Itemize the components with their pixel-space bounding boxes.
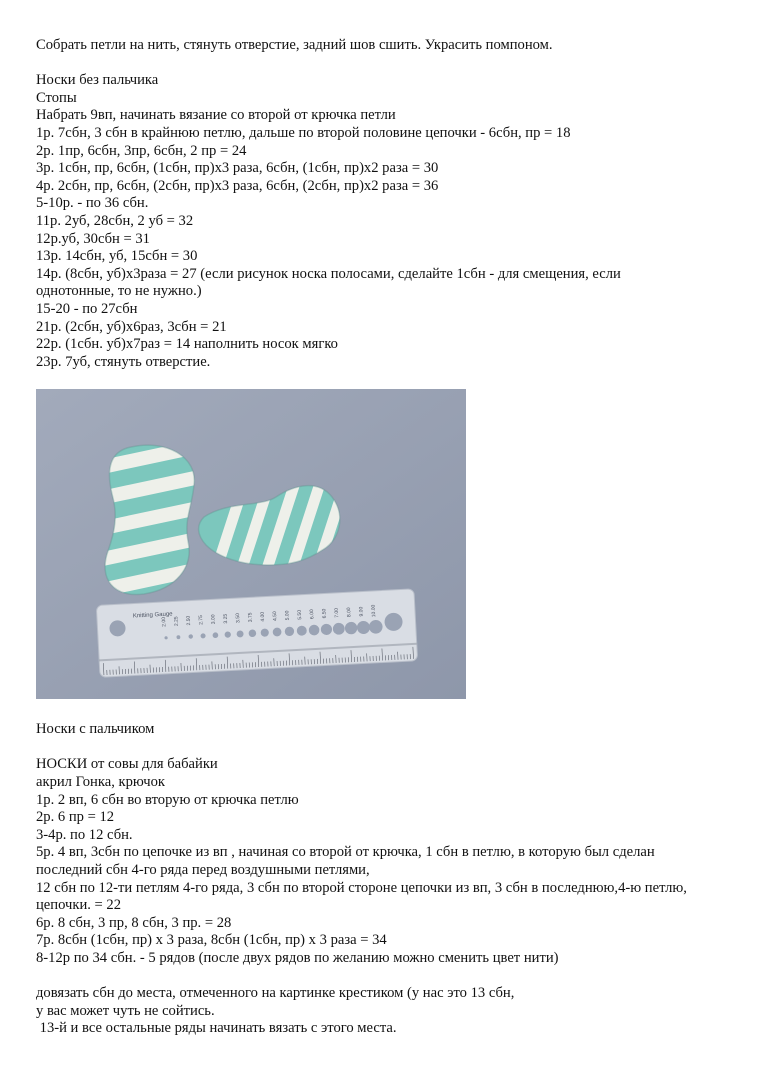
instruction-line: 1р. 2 вп, 6 сбн во вторую от крючка петлю	[36, 791, 299, 808]
instruction-line: 22р. (1сбн. уб)х7раз = 14 наполнить носок мягко	[36, 336, 338, 353]
gauge-size-label: 3.00	[210, 614, 217, 625]
instruction-line: однотонные, то не нужно.)	[36, 283, 202, 300]
intro-paragraph: Собрать петли на нить, стянуть отверстие, задний шов сшить. Украсить помпоном.	[36, 37, 553, 53]
instruction-line: 15-20 - по 27сбн	[36, 300, 138, 317]
photo-illustration	[36, 389, 466, 699]
gauge-brand-label: Knitting Gauge	[132, 611, 173, 620]
instruction-line: 4р. 2сбн, пр, 6сбн, (2сбн, пр)х3 раза, 6сбн, (2сбн, пр)х2 раза = 36	[36, 177, 439, 194]
materials-line: акрил Гонка, крючок	[36, 774, 165, 791]
gauge-size-label: 3.25	[222, 613, 230, 624]
instruction-line: последний сбн 4-го ряда перед воздушными петлями,	[36, 862, 370, 879]
instruction-line: цепочки. = 22	[36, 897, 122, 914]
instruction-line: 11р. 2уб, 28сбн, 2 уб = 32	[36, 212, 194, 229]
gauge-size-label: 4.00	[259, 611, 267, 623]
instruction-line: 2р. 1пр, 6сбн, 3пр, 6сбн, 2 пр = 24	[36, 142, 247, 159]
closing-line: довязать сбн до места, отмеченного на картинке крестиком (у нас это 13 сбн,	[36, 985, 515, 1002]
instruction-line: 12р.уб, 30сбн = 31	[36, 230, 150, 247]
pattern-heading: НОСКИ от совы для бабайки	[36, 756, 218, 773]
gauge-size-label: 8.00	[346, 607, 353, 618]
instruction-line: 12 сбн по 12-ти петлям 4-го ряда, 3 сбн по второй стороне цепочки из вп, 3 сбн в последнюю,4-ю петлю,	[36, 879, 687, 896]
closing-line: 13-й и все остальные ряды начинать вязать с этого места.	[36, 1020, 397, 1037]
spacer	[36, 968, 736, 986]
instruction-line: 1р. 7сбн, 3 сбн в крайнюю петлю, дальше по второй половине цепочки - 6сбн, пр = 18	[36, 124, 571, 141]
instruction-line: 2р. 6 пр = 12	[36, 809, 115, 826]
instruction-line: 5-10р. - по 36 сбн.	[36, 195, 149, 212]
gauge-size-label: 5.00	[284, 610, 291, 621]
section-title: Носки с пальчиком	[36, 721, 155, 738]
gauge-size-label: 2.75	[197, 615, 205, 626]
gauge-size-label: 7.00	[333, 608, 341, 619]
section-title: Носки без пальчика	[36, 72, 159, 89]
instruction-line: 21р. (2сбн, уб)х6раз, 3сбн = 21	[36, 318, 227, 335]
instruction-line: 23р. 7уб, стянуть отверстие.	[36, 353, 211, 370]
gauge-size-label: 2.25	[173, 616, 180, 627]
instruction-line: 7р. 8сбн (1сбн, пр) х 3 раза, 8сбн (1сбн, пр) х 3 раза = 34	[36, 932, 387, 949]
instruction-line: 14р. (8сбн, уб)х3раза = 27 (если рисунок носка полосами, сделайте 1сбн - для смещения, если	[36, 265, 621, 282]
instruction-line: 3р. 1сбн, пр, 6сбн, (1сбн, пр)х3 раза, 6сбн, (1сбн, пр)х2 раза = 30	[36, 160, 439, 177]
instruction-line: 8-12р по 34 сбн. - 5 рядов (после двух рядов по желанию можно сменить цвет нити)	[36, 950, 559, 966]
gauge-size-label: 5.50	[296, 610, 304, 621]
gauge-size-label: 6.00	[309, 609, 316, 620]
instruction-line: Набрать 9вп, начинать вязание со второй от крючка петли	[36, 107, 396, 124]
spacer	[36, 55, 736, 73]
gauge-size-label: 6.50	[321, 608, 328, 619]
instruction-line: 6р. 8 сбн, 3 пр, 8 сбн, 3 пр. = 28	[36, 914, 232, 931]
gauge-size-label: 9.00	[358, 606, 365, 617]
crochet-socks-photo	[36, 389, 466, 699]
gauge-size-label: 3.75	[247, 612, 254, 623]
instruction-line: 3-4р. по 12 сбн.	[36, 826, 133, 843]
gauge-size-label: 3.50	[235, 613, 242, 624]
closing-line: у вас может чуть не сойтись.	[36, 1002, 215, 1019]
gauge-size-label: 10.00	[370, 604, 378, 618]
gauge-size-label: 2.00	[160, 617, 168, 628]
instruction-line: 5р. 4 вп, 3сбн по цепочке из вп , начиная со второй от крючка, 1 сбн в петлю, в которую был сделан	[36, 844, 655, 861]
document-page	[36, 37, 736, 1038]
gauge-size-label: 4.50	[272, 611, 279, 622]
section-subtitle: Стопы	[36, 89, 77, 106]
instruction-line: 13р. 14сбн, уб, 15сбн = 30	[36, 248, 198, 265]
gauge-size-label: 2.50	[185, 615, 193, 626]
spacer	[36, 739, 736, 757]
